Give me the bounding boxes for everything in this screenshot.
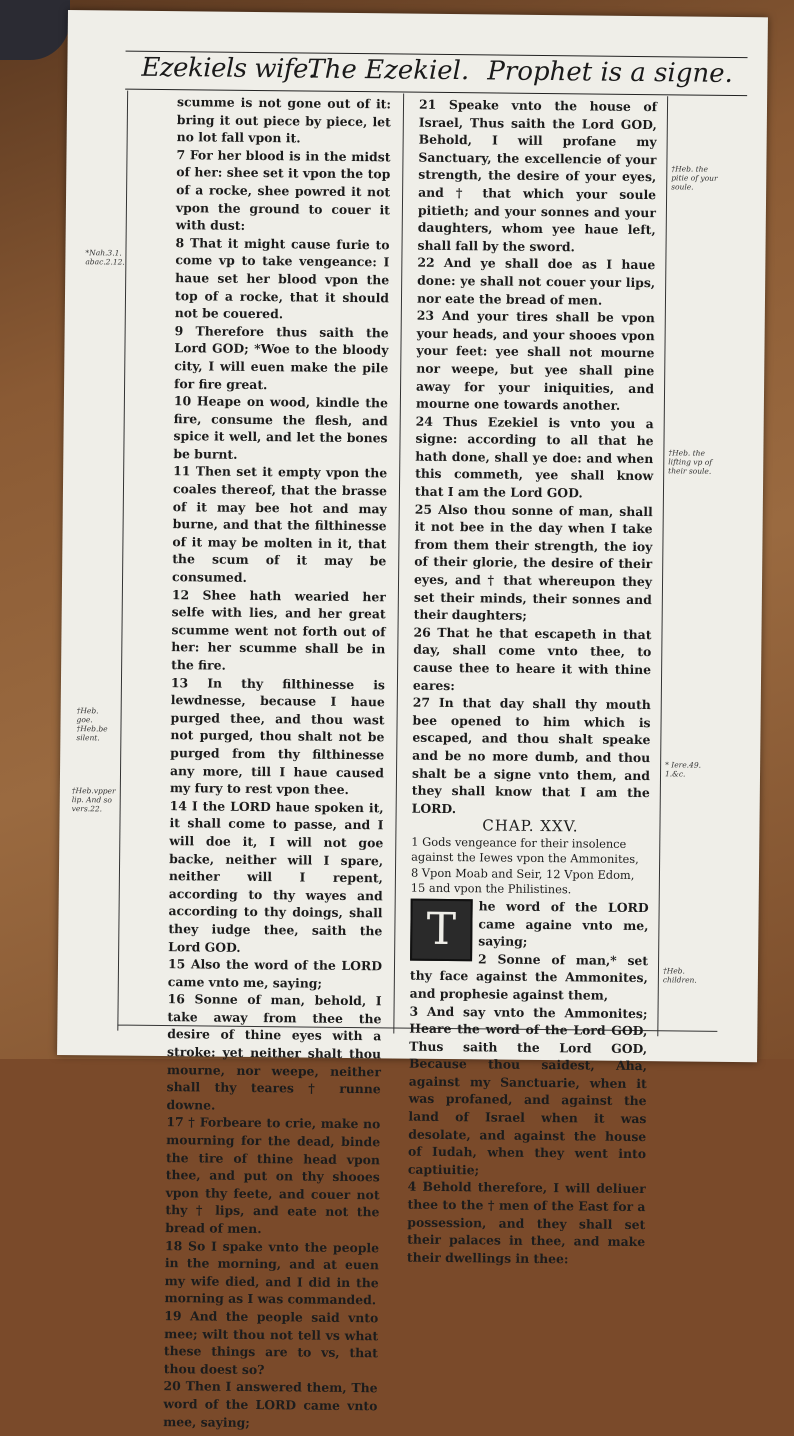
running-head-middle: The Ezekiel. [307, 54, 470, 87]
margin-note: * Iere.49. 1.&c. [664, 760, 702, 779]
verse: 4 Behold therefore, I will deliuer thee to the † men of the East for a possession, and they shall set their palaces in thee, and make their dwellings in thee: [406, 1179, 646, 1267]
verse: 12 Shee hath wearied her selfe with lies, and her great scumme went not forth out of her: her scumme shall be in the fire. [171, 586, 386, 673]
running-head-right: Prophet is a signe. [487, 56, 733, 89]
margin-note: *Nah.3.1. abac.2.12. [85, 248, 125, 267]
bible-page [57, 10, 768, 1430]
verse: 22 And ye shall doe as I haue done: ye shall not couer your lips, nor eate the bread of men. [416, 255, 656, 308]
verse: 7 For her blood is in the midst of her: shee set it vpon the top of a rocke, shee powred it not vpon the ground to couer it with dust: [175, 146, 391, 234]
verse: 13 In thy filthinesse is lewdnesse, because I haue purged thee, and thou wast not purged, thou shalt not be purged from thy filthinesse any more, till I haue caused my fury to rest vpon thee. [169, 674, 386, 798]
margin-note: †Heb. the pitie of your soule. [671, 164, 718, 192]
verse: scumme is not gone out of it: bring it out piece by piece, let no lot fall vpon it. [176, 94, 392, 146]
verse: 11 Then set it empty vpon the coales thereof, that the brasse of it may bee hot and may burne, and that the filthinesse of it may be molten in it, that the scum of it may be consumed. [171, 463, 388, 585]
verse: 24 Thus Ezekiel is vnto you a signe: according to all that he hath done, shall ye doe: and when this commeth, yee shall know that I am the Lord GOD. [414, 413, 654, 501]
margin-note: †Heb. the lifting vp of their soule. [668, 448, 713, 476]
verse: 26 That he that escapeth in that day, shall come vnto thee, to cause thee to heare it with thine eares: [412, 624, 652, 693]
running-head-left: Ezekiels wife. [141, 52, 316, 85]
verse: 15 Also the word of the LORD came vnto me, saying; [167, 956, 383, 991]
drop-cap-initial: T [410, 899, 473, 962]
verse: 10 Heape on wood, kindle the fire, consume the flesh, and spice it well, and let the bones be burnt. [173, 393, 388, 462]
verse: 23 And your tires shall be vpon your heads, and your shooes vpon your feet: yee shall not mourne nor weepe, but yee shall pine away for your iniquities, and mourne one towards another. [415, 307, 655, 413]
verse: 27 In that day shall thy mouth bee opened to him which is escaped, and thou shalt speake and be no more dumb, and thou shalt be a signe vnto them, and they shall know that I am the LORD. [411, 694, 651, 816]
left-column [163, 93, 391, 1432]
verse: 18 So I spake vnto the people in the morning, and at euen my wife died, and I did in the morning as I was commanded. [164, 1237, 380, 1308]
verse: 21 Speake vnto the house of Israel, Thus saith the Lord GOD, Behold, I will profane my Sanctuary, the excellencie of your strength, the desire of your eyes, and † that which your soule pitieth; and your sonnes and your daughters, whom yee haue left, shall fall by the sword. [417, 96, 658, 255]
verse: 14 I the LORD haue spoken it, it shall come to passe, and I will doe it, I will not goe backe, neither will I spare, neither will I repent, according to thy wayes and according to thy doings, shall they iudge thee, saith the Lord GOD. [168, 797, 384, 955]
verse: he word of the LORD came againe vnto me, saying; [478, 898, 649, 949]
chapter-summary: 1 Gods vengeance for their insolence against the Iewes vpon the Ammonites, 8 Vpon Moab and Seir, 12 Vpon Edom, 15 and vpon the Philistines. [410, 834, 639, 897]
verse: 3 And say vnto the Ammonites; Heare the word of the Lord GOD, Thus saith the Lord GOD, Because thou saidest, Aha, against my Sanctuarie, when it was profaned, and against the land of Israel when it was desolate, and against the house of Iudah, when they went into captiuitie; [407, 1003, 648, 1178]
verse: 25 Also thou sonne of man, shall it not bee in the day when I take from them their strength, the ioy of their glorie, the desire of their eyes, and † that whereupon they set their minds, their sonnes and their daughters; [413, 501, 653, 624]
right-column [407, 96, 657, 1269]
verse: 2 Sonne of man,* set thy face against the Ammonites, and prophesie against them, [409, 951, 649, 1003]
verse: 8 That it might cause furie to come vp to take vengeance: I haue set her blood vpon the top of a rocke, that it should not be couered. [174, 234, 390, 322]
margin-note: †Heb. goe. †Heb.be silent. [76, 706, 108, 743]
verse: 16 Sonne of man, behold, I take away from thee the desire of thine eyes with a stroke: yet neither shalt thou mourne, nor weepe, neither shall thy teares † runne downe. [166, 991, 382, 1113]
chapter-heading: CHAP. XXV. [482, 816, 579, 836]
margin-note: †Heb.vpper lip. And so vers.22. [71, 786, 116, 814]
margin-note: †Heb. children. [662, 966, 697, 985]
verse: 9 Therefore thus saith the Lord GOD; *Woe to the bloody city, I will euen make the pile for fire great. [174, 322, 389, 392]
verse: 17 † Forbeare to crie, make no mourning for the dead, binde the tire of thine head vpon thee, and put on thy shooes vpon thy feete, and couer not thy † lips, and eate not the bread of men. [165, 1114, 381, 1237]
verse: 19 And the people said vnto mee; wilt thou not tell vs what these things are to vs, that thou doest so? [163, 1308, 379, 1377]
verse: 20 Then I answered them, The word of the LORD came vnto mee, saying; [163, 1378, 378, 1430]
